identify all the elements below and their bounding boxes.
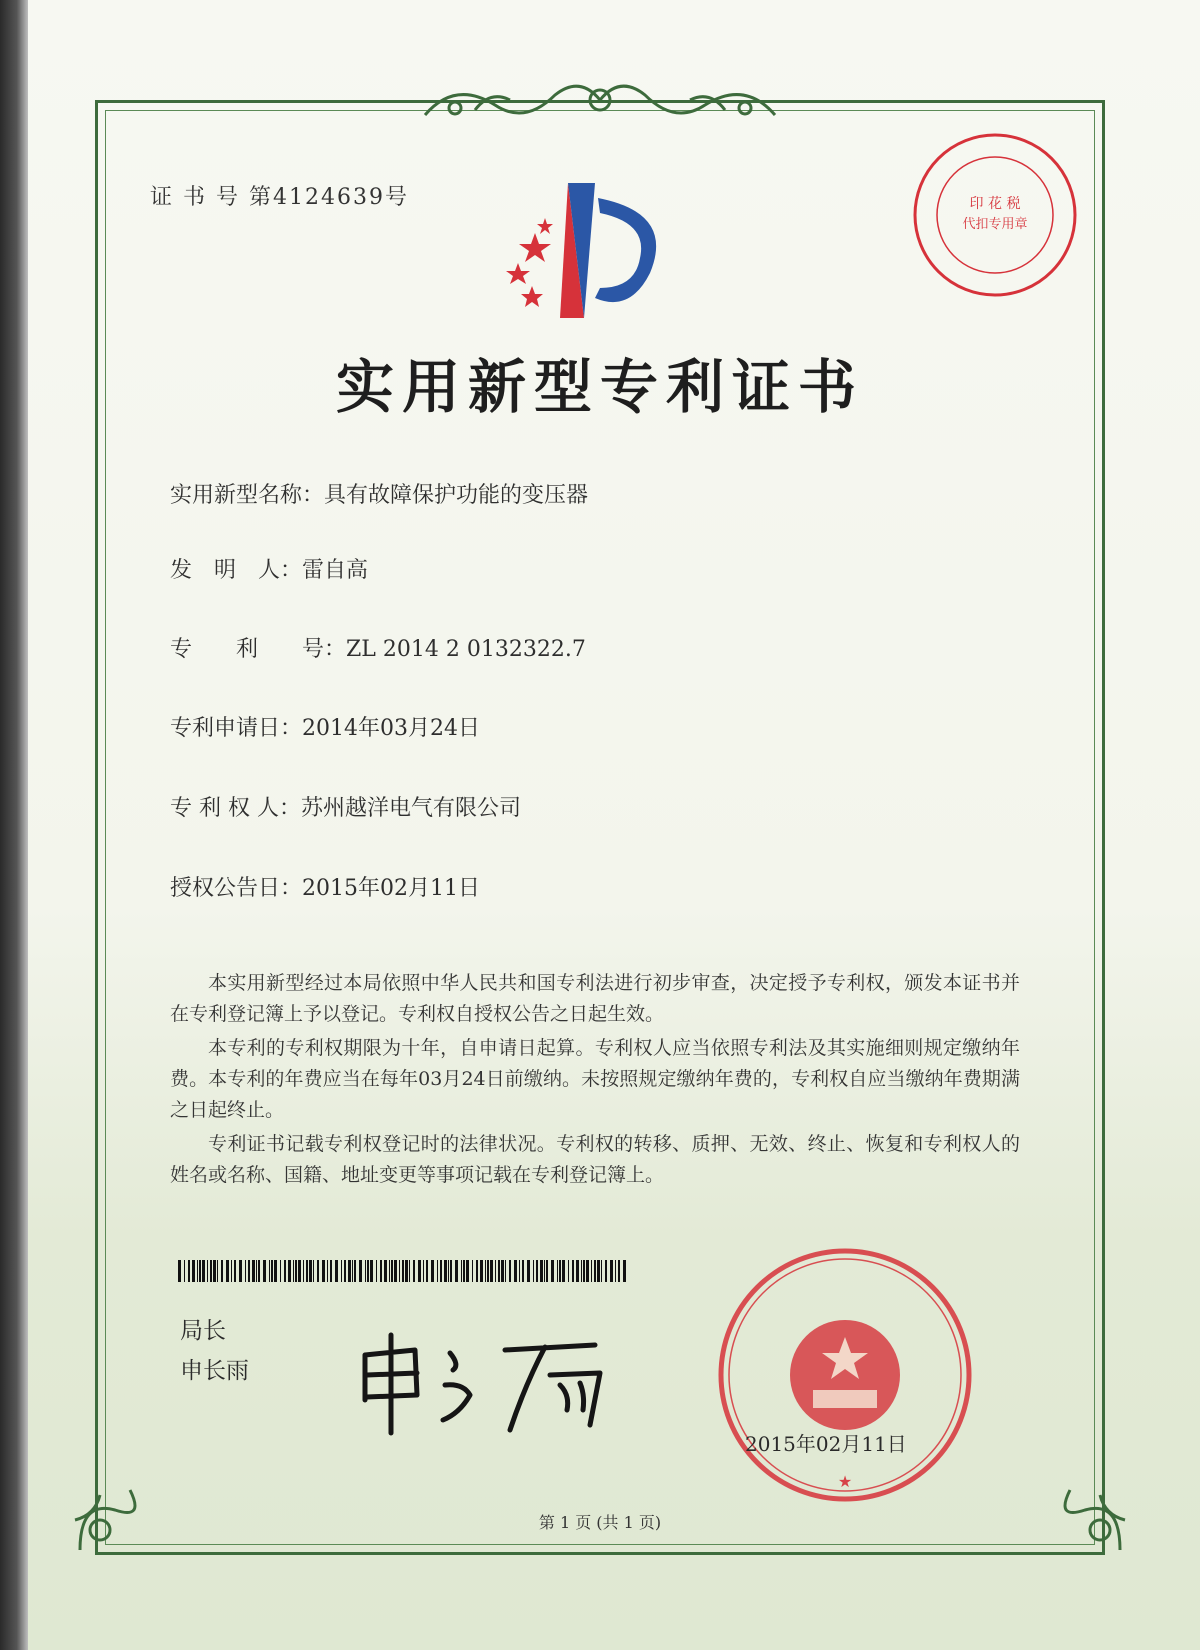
field-patentee	[170, 791, 521, 822]
field-label: 发 明 人：	[170, 558, 303, 583]
field-value: ZL 2014 2 0132322.7	[346, 637, 586, 662]
scan-binding-edge	[0, 0, 28, 1650]
top-ornament	[415, 70, 785, 130]
field-grant-date	[170, 871, 480, 902]
body-paragraph: 本实用新型经过本局依照中华人民共和国专利法进行初步审查，决定授予专利权，颁发本证书并在专利登记簿上予以登记。专利权自授权公告之日起生效。	[170, 972, 1020, 1025]
patent-office-seal	[715, 1245, 975, 1505]
page-number: 第 1 页 (共 1 页)	[538, 1513, 662, 1532]
svg-text:★: ★	[837, 1472, 853, 1491]
certificate-body	[170, 968, 1020, 1194]
field-application-date	[170, 711, 480, 742]
certificate-title: 实用新型专利证书	[335, 353, 864, 421]
body-paragraph: 专利证书记载专利权登记时的法律状况。专利权的转移、质押、无效、终止、恢复和专利权人的姓名或名称、国籍、地址变更等事项记载在专利登记簿上。	[170, 1133, 1020, 1186]
field-label: 专 利 号：	[170, 637, 347, 662]
barcode	[178, 1260, 628, 1282]
field-value: 2014年03月24日	[302, 716, 480, 741]
field-value: 具有故障保护功能的变压器	[324, 483, 589, 508]
svg-text:印 花 税: 印 花 税	[969, 196, 1021, 212]
tax-stamp-seal	[910, 130, 1080, 300]
svg-text:代扣专用章: 代扣专用章	[962, 217, 1028, 232]
director-title: 局长	[180, 1318, 226, 1344]
director-signature	[345, 1325, 615, 1440]
body-paragraph: 本专利的专利权期限为十年，自申请日起算。专利权人应当依照专利法及其实施细则规定缴纳年费。本专利的年费应当在每年03月24日前缴纳。未按照规定缴纳年费的，专利权自应当缴纳年费期满之日起终止。	[170, 1037, 1020, 1121]
seal-date: 2015年02月11日	[745, 1432, 907, 1456]
field-value: 雷自高	[302, 558, 369, 583]
field-label: 专 利 权 人：	[170, 796, 301, 821]
field-utility-model-name	[170, 478, 588, 509]
certificate-number: 证 书 号 第4124639号	[150, 185, 409, 210]
director-name: 申长雨	[180, 1358, 249, 1384]
field-value: 2015年02月11日	[302, 876, 480, 901]
field-label: 实用新型名称：	[170, 483, 325, 508]
field-label: 专利申请日：	[170, 716, 303, 741]
field-inventor	[170, 553, 368, 584]
field-value: 苏州越洋电气有限公司	[300, 796, 521, 821]
patent-office-emblem-icon	[500, 178, 680, 328]
field-patent-number	[170, 632, 586, 663]
field-label: 授权公告日：	[170, 876, 303, 901]
